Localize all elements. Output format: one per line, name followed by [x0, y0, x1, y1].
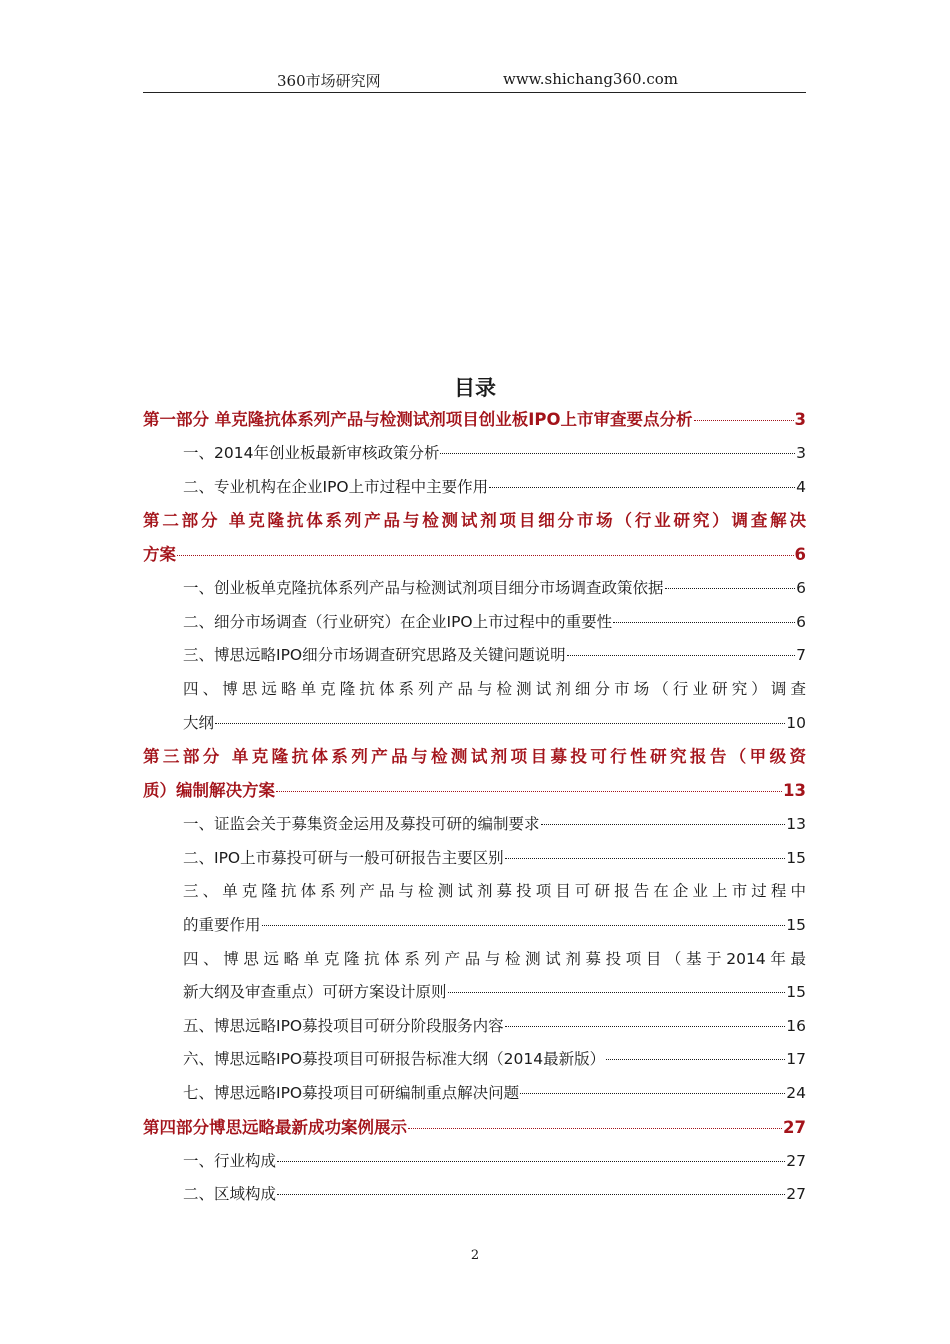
toc-entry-text: 二、IPO上市募投可研与一般可研报告主要区别 — [183, 848, 504, 867]
toc-section-3-6[interactable] — [143, 1043, 806, 1077]
toc-entry-text: 质）编制解决方案 — [143, 781, 275, 801]
dot-leader — [276, 791, 782, 792]
toc-page-number: 3 — [796, 444, 806, 462]
toc-entry-text: 方案 — [143, 545, 176, 565]
toc-section-2-4[interactable] — [143, 673, 806, 740]
toc-entry-text: 三、单克隆抗体系列产品与检测试剂募投项目可研报告在企业上市过程中 — [183, 882, 806, 901]
toc-section-4-2[interactable] — [143, 1178, 806, 1212]
toc-section-2-1[interactable] — [143, 572, 806, 606]
toc-section-4-1[interactable] — [143, 1145, 806, 1179]
toc-entry-text: 三、博思远略IPO细分市场调查研究思路及关键问题说明 — [183, 646, 566, 665]
toc-entry-text: 六、博思远略IPO募投项目可研报告标准大纲（2014最新版） — [183, 1050, 606, 1069]
dot-leader — [440, 453, 795, 454]
page-header — [143, 62, 806, 93]
toc-page-number: 13 — [786, 815, 806, 834]
toc-section-3-4[interactable] — [143, 943, 806, 1010]
toc-entry-text: 二、细分市场调查（行业研究）在企业IPO上市过程中的重要性 — [183, 612, 613, 631]
toc-page-number: 16 — [786, 1016, 806, 1035]
toc-page-number: 17 — [786, 1050, 806, 1069]
toc-section-3-2[interactable] — [143, 842, 806, 876]
dot-leader — [541, 824, 786, 825]
toc-page-number: 6 — [796, 579, 806, 598]
toc-entry-text: 第四部分博思远略最新成功案例展示 — [143, 1117, 407, 1137]
toc-section-1-2[interactable] — [143, 471, 806, 505]
dot-leader — [567, 655, 796, 656]
dot-leader — [262, 925, 786, 926]
dot-leader — [606, 1059, 785, 1060]
toc-section-2-2[interactable] — [143, 606, 806, 640]
toc-entry-text: 五、博思远略IPO募投项目可研分阶段服务内容 — [183, 1016, 504, 1035]
page-number: 2 — [470, 1248, 480, 1263]
toc-page-number: 15 — [786, 915, 806, 934]
toc-page-number: 15 — [786, 848, 806, 867]
toc-page-number: 6 — [796, 612, 806, 631]
dot-leader — [505, 858, 786, 859]
toc-part-4[interactable] — [143, 1111, 806, 1145]
dot-leader — [613, 622, 795, 623]
toc-entry-text: 一、创业板单克隆抗体系列产品与检测试剂项目细分市场调查政策依据 — [183, 579, 664, 598]
toc-section-3-1[interactable] — [143, 808, 806, 842]
toc-entry-text: 七、博思远略IPO募投项目可研编制重点解决问题 — [183, 1083, 520, 1102]
dot-leader — [277, 1194, 785, 1195]
toc-part-1[interactable] — [143, 403, 806, 437]
header-url[interactable]: www.shichang360.com — [503, 70, 678, 88]
dot-leader — [694, 420, 794, 421]
toc-entry-text: 第二部分 单克隆抗体系列产品与检测试剂项目细分市场（行业研究）调查解决 — [143, 511, 806, 531]
toc-page-number: 27 — [786, 1185, 806, 1204]
toc-section-2-3[interactable] — [143, 639, 806, 673]
dot-leader — [177, 555, 794, 556]
toc-part-3[interactable] — [143, 740, 806, 808]
toc-page-number: 4 — [796, 477, 806, 496]
toc-entry-text: 四、博思远略单克隆抗体系列产品与检测试剂细分市场（行业研究）调查 — [183, 679, 806, 698]
toc-section-3-3[interactable] — [143, 875, 806, 942]
toc-entry-text: 二、专业机构在企业IPO上市过程中主要作用 — [183, 477, 489, 496]
header-site-name: 360市场研究网 — [277, 72, 381, 90]
toc-section-3-7[interactable] — [143, 1077, 806, 1111]
dot-leader — [489, 487, 795, 488]
toc-entry-text: 大纲 — [183, 713, 215, 732]
toc-page-number: 15 — [786, 983, 806, 1002]
dot-leader — [505, 1026, 786, 1027]
toc-entry-text: 一、证监会关于募集资金运用及募投可研的编制要求 — [183, 815, 540, 834]
dot-leader — [277, 1161, 785, 1162]
toc-entry-text: 一、2014年创业板最新审核政策分析 — [183, 444, 440, 462]
dot-leader — [408, 1128, 782, 1129]
toc-page-number: 3 — [794, 410, 806, 429]
toc-entry-text: 一、行业构成 — [183, 1151, 277, 1170]
toc-title: 目录 — [454, 376, 496, 400]
toc-page-number: 27 — [786, 1151, 806, 1170]
toc-page-number: 13 — [783, 781, 806, 801]
toc-entry-text: 新大纲及审查重点）可研方案设计原则 — [183, 983, 447, 1002]
toc-entry-text: 四、博思远略单克隆抗体系列产品与检测试剂募投项目（基于2014年最 — [183, 949, 806, 968]
toc-entry-text: 第三部分 单克隆抗体系列产品与检测试剂项目募投可行性研究报告（甲级资 — [143, 747, 806, 767]
dot-leader — [665, 588, 796, 589]
table-of-contents — [143, 403, 806, 1212]
toc-page-number: 27 — [783, 1117, 806, 1137]
toc-entry-text: 的重要作用 — [183, 915, 261, 934]
toc-part-2[interactable] — [143, 504, 806, 572]
dot-leader — [520, 1093, 785, 1094]
toc-page-number: 24 — [786, 1083, 806, 1102]
toc-page-number: 6 — [794, 545, 806, 565]
toc-page-number: 7 — [796, 646, 806, 665]
toc-page-number: 10 — [786, 713, 806, 732]
toc-section-3-5[interactable] — [143, 1010, 806, 1044]
dot-leader — [448, 992, 786, 993]
toc-section-1-1[interactable] — [143, 437, 806, 471]
toc-entry-text: 第一部分 单克隆抗体系列产品与检测试剂项目创业板IPO上市审查要点分析 — [143, 410, 693, 429]
dot-leader — [215, 723, 785, 724]
toc-entry-text: 二、区域构成 — [183, 1185, 277, 1204]
